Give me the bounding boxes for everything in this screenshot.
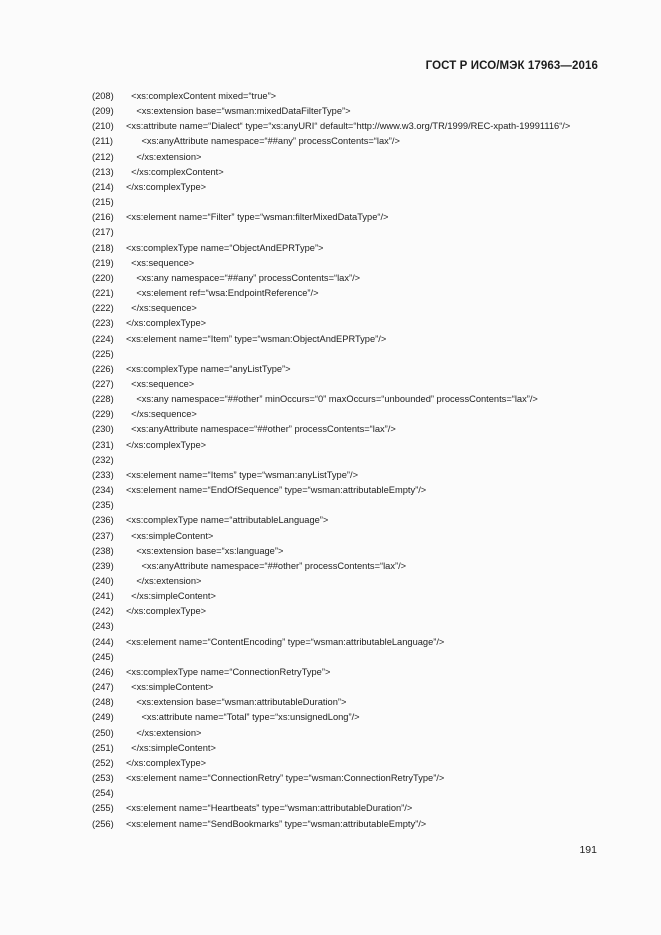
line-number: (236): [92, 515, 114, 526]
line-text: </xs:complexType>: [126, 757, 207, 768]
line-number: (256): [92, 818, 114, 829]
line-text: <xs:element name=“ConnectionRetry” type=“wsman:ConnectionRetryType”/>: [126, 773, 445, 784]
line-number: (240): [92, 576, 114, 586]
code-line: [92, 225, 612, 240]
line-number: (252): [92, 757, 114, 768]
line-number: (233): [92, 469, 114, 480]
code-line: [92, 801, 612, 816]
code-line: [92, 589, 612, 604]
line-number: (246): [92, 666, 114, 677]
line-text: </xs:extension>: [126, 151, 202, 162]
line-text: <xs:complexType name=“ConnectionRetryType”>: [126, 666, 331, 677]
line-text: <xs:element ref=“wsa:EndpointReference”/>: [126, 288, 319, 299]
line-number: (255): [92, 803, 114, 814]
line-number: (238): [92, 545, 114, 556]
code-line: [92, 392, 612, 407]
line-text: </xs:sequence>: [126, 303, 197, 314]
line-number: (230): [92, 424, 114, 435]
line-text: <xs:attribute name=“Dialect“ type=“xs:anyURI“ default=“http://www.w3.org/TR/1999/REC-xpath-19991116“/>: [126, 121, 571, 132]
code-line: [92, 286, 612, 301]
code-line: [92, 741, 612, 756]
code-line: [92, 559, 612, 574]
line-text: <xs:element name=“EndOfSequence” type=“wsman:attributableEmpty”/>: [126, 485, 427, 496]
line-text: <xs:element name=“Filter” type=“wsman:filterMixedDataType“/>: [126, 212, 389, 223]
line-text: <xs:element name=“Heartbeats” type=“wsman:attributableDuration”/>: [126, 803, 413, 814]
line-text: <xs:element name=“Item” type=“wsman:ObjectAndEPRType”/>: [126, 333, 387, 344]
line-text: </xs:extension>: [126, 576, 202, 586]
code-line: [92, 422, 612, 437]
line-number: (243): [92, 621, 114, 632]
code-line: [92, 195, 612, 210]
line-number: (219): [92, 257, 114, 268]
code-line: [92, 756, 612, 771]
line-number: (249): [92, 712, 114, 723]
line-number: (224): [92, 333, 114, 344]
line-text: <xs:element name=“ContentEncoding” type=“wsman:attributableLanguage”/>: [126, 636, 445, 647]
line-number: (254): [92, 788, 114, 799]
line-text: <xs:sequence>: [126, 378, 195, 389]
line-number: (235): [92, 500, 114, 511]
line-text: </xs:simpleContent>: [126, 742, 216, 753]
code-line: [92, 165, 612, 180]
line-text: </xs:simpleContent>: [126, 591, 216, 602]
code-line: [92, 332, 612, 347]
line-number: (248): [92, 697, 114, 708]
code-line: [92, 619, 612, 634]
line-text: <xs:complexType name=“ObjectAndEPRType”>: [126, 242, 324, 253]
code-line: [92, 604, 612, 619]
line-text: </xs:complexType>: [126, 181, 207, 192]
line-text: </xs:sequence>: [126, 409, 197, 420]
line-number: (213): [92, 166, 114, 177]
code-listing: [92, 89, 612, 832]
code-line: [92, 513, 612, 528]
code-line: [92, 483, 612, 498]
line-number: (212): [92, 151, 114, 162]
code-line: [92, 362, 612, 377]
line-number: (214): [92, 181, 114, 192]
code-line: [92, 256, 612, 271]
code-line: [92, 635, 612, 650]
line-number: (251): [92, 742, 114, 753]
code-line: [92, 771, 612, 786]
line-number: (242): [92, 606, 114, 617]
line-text: <xs:attribute name=“Total” type=“xs:unsignedLong”/>: [126, 712, 360, 723]
line-number: (215): [92, 197, 114, 208]
code-line: [92, 665, 612, 680]
line-number: (210): [92, 121, 114, 132]
line-text: <xs:sequence>: [126, 257, 195, 268]
line-number: (239): [92, 560, 114, 571]
code-line: [92, 301, 612, 316]
code-line: [92, 89, 612, 104]
line-number: (221): [92, 288, 114, 299]
code-line: [92, 726, 612, 741]
code-line: [92, 438, 612, 453]
line-text: </xs:complexType>: [126, 439, 207, 450]
document-header: ГОСТ Р ИСО/МЭК 17963—2016: [425, 60, 598, 72]
line-number: (216): [92, 212, 114, 223]
code-line: [92, 150, 612, 165]
code-line: [92, 468, 612, 483]
line-number: (217): [92, 227, 114, 238]
line-text: <xs:extension base=“wsman:mixedDataFilterType”>: [126, 106, 351, 117]
line-number: (253): [92, 773, 114, 784]
line-number: (250): [92, 727, 114, 738]
code-line: [92, 817, 612, 832]
line-number: (211): [92, 136, 114, 147]
code-line: [92, 119, 612, 134]
line-text: </xs:complexContent>: [126, 166, 224, 177]
line-text: <xs:anyAttribute namespace=“##any” processContents=“lax”/>: [126, 136, 400, 147]
line-text: <xs:anyAttribute namespace=“##other” processContents=“lax”/>: [126, 560, 407, 571]
code-line: [92, 134, 612, 149]
line-text: <xs:complexContent mixed=“true”>: [126, 91, 277, 101]
code-line: [92, 271, 612, 286]
code-line: [92, 710, 612, 725]
line-number: (229): [92, 409, 114, 420]
line-number: (208): [92, 91, 114, 101]
line-text: </xs:complexType>: [126, 606, 207, 617]
code-line: [92, 680, 612, 695]
line-number: (228): [92, 394, 114, 405]
code-line: [92, 377, 612, 392]
line-text: <xs:complexType name=“anyListType”>: [126, 363, 291, 374]
line-number: (209): [92, 106, 114, 117]
line-text: <xs:simpleContent>: [126, 682, 214, 693]
code-line: [92, 180, 612, 195]
line-number: (247): [92, 682, 114, 693]
line-text: <xs:element name=“Items” type=“wsman:anyListType”/>: [126, 469, 359, 480]
line-text: <xs:anyAttribute namespace=“##other” processContents=“lax”/>: [126, 424, 396, 435]
line-number: (245): [92, 651, 114, 662]
code-line: [92, 316, 612, 331]
code-line: [92, 241, 612, 256]
line-text: <xs:extension base=“wsman:attributableDuration”>: [126, 697, 347, 708]
line-text: </xs:extension>: [126, 727, 202, 738]
line-number: (222): [92, 303, 114, 314]
line-number: (231): [92, 439, 114, 450]
code-line: [92, 695, 612, 710]
line-number: (241): [92, 591, 114, 602]
code-line: [92, 210, 612, 225]
code-line: [92, 529, 612, 544]
line-text: <xs:simpleContent>: [126, 530, 214, 541]
line-number: (225): [92, 348, 114, 359]
line-text: <xs:extension base=“xs:language”>: [126, 545, 284, 556]
line-text: <xs:any namespace=“##other” minOccurs=“0” maxOccurs=“unbounded” processContents=“lax”/>: [126, 394, 538, 405]
code-line: [92, 574, 612, 589]
page-number: 191: [579, 844, 597, 856]
line-number: (234): [92, 485, 114, 496]
code-line: [92, 453, 612, 468]
code-line: [92, 544, 612, 559]
code-line: [92, 104, 612, 119]
line-number: (232): [92, 454, 114, 465]
line-number: (218): [92, 242, 114, 253]
code-line: [92, 786, 612, 801]
line-text: <xs:element name=“SendBookmarks” type=“wsman:attributableEmpty”/>: [126, 818, 427, 829]
line-text: <xs:complexType name=“attributableLanguage”>: [126, 515, 329, 526]
line-number: (220): [92, 272, 114, 283]
code-line: [92, 347, 612, 362]
code-line: [92, 498, 612, 513]
code-line: [92, 407, 612, 422]
line-text: <xs:any namespace=“##any” processContents=“lax”/>: [126, 272, 361, 283]
line-text: </xs:complexType>: [126, 318, 207, 329]
line-number: (244): [92, 636, 114, 647]
line-number: (237): [92, 530, 114, 541]
code-line: [92, 650, 612, 665]
line-number: (226): [92, 363, 114, 374]
line-number: (223): [92, 318, 114, 329]
line-number: (227): [92, 378, 114, 389]
